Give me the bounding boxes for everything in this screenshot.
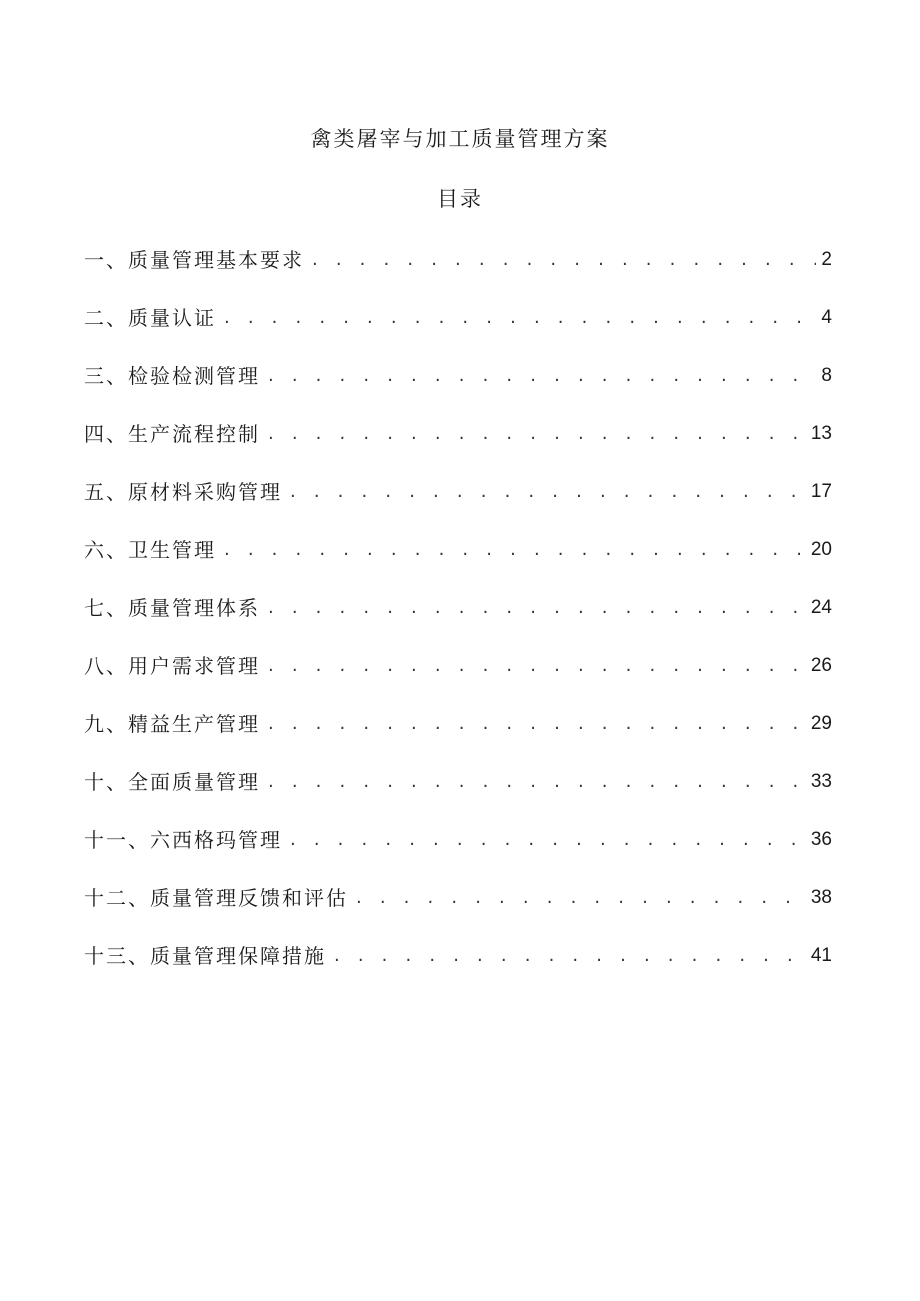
toc-page-number: 4 <box>821 307 832 328</box>
toc-page-number: 20 <box>810 539 832 560</box>
toc-page-number: 17 <box>810 481 832 502</box>
toc-entry[interactable] <box>84 565 832 623</box>
toc-leader-dots <box>290 825 807 855</box>
toc-entry-label: 十二、质量管理反馈和评估 <box>84 886 348 910</box>
toc-entry-label: 七、质量管理体系 <box>84 596 260 620</box>
toc-entry-label: 十一、六西格玛管理 <box>84 828 282 852</box>
toc-leader-dots <box>268 361 816 391</box>
toc-page-number: 26 <box>810 655 832 676</box>
toc-leader-dots <box>224 303 816 333</box>
toc-entry-label: 三、检验检测管理 <box>84 364 260 388</box>
toc-page-number: 29 <box>810 713 832 734</box>
toc-heading: 目录 <box>437 187 483 211</box>
toc-leader-dots <box>312 245 816 275</box>
toc-entry[interactable] <box>84 507 832 565</box>
document-title: 禽类屠宰与加工质量管理方案 <box>310 127 610 151</box>
toc-page-number: 36 <box>810 829 832 850</box>
toc-entry[interactable] <box>84 245 832 275</box>
toc-entry[interactable] <box>84 797 832 855</box>
toc-leader-dots <box>268 651 807 681</box>
toc-entry[interactable] <box>84 739 832 797</box>
toc-entry[interactable] <box>84 449 832 507</box>
toc-page-number: 13 <box>810 423 832 444</box>
toc-entry-label: 五、原材料采购管理 <box>84 480 282 504</box>
toc-leader-dots <box>290 477 807 507</box>
table-of-contents <box>84 245 832 971</box>
toc-entry-label: 二、质量认证 <box>84 306 216 330</box>
toc-page-number: 38 <box>810 887 832 908</box>
toc-entry-label: 一、质量管理基本要求 <box>84 248 304 272</box>
toc-page-number: 33 <box>810 771 832 792</box>
toc-page-number: 8 <box>821 365 832 386</box>
toc-page-number: 24 <box>810 597 832 618</box>
toc-page-number: 2 <box>821 249 832 270</box>
toc-entry[interactable] <box>84 855 832 913</box>
toc-entry[interactable] <box>84 913 832 971</box>
toc-page-number: 41 <box>810 945 832 966</box>
toc-entry-label: 六、卫生管理 <box>84 538 216 562</box>
toc-entry[interactable] <box>84 681 832 739</box>
toc-leader-dots <box>268 593 807 623</box>
toc-entry[interactable] <box>84 275 832 333</box>
toc-leader-dots <box>224 535 807 565</box>
toc-entry-label: 十三、质量管理保障措施 <box>84 944 326 968</box>
toc-entry[interactable] <box>84 391 832 449</box>
toc-leader-dots <box>268 767 807 797</box>
toc-leader-dots <box>268 709 807 739</box>
toc-entry[interactable] <box>84 333 832 391</box>
toc-entry-label: 九、精益生产管理 <box>84 712 260 736</box>
toc-entry-label: 八、用户需求管理 <box>84 654 260 678</box>
toc-leader-dots <box>356 883 807 913</box>
toc-entry-label: 十、全面质量管理 <box>84 770 260 794</box>
toc-entry[interactable] <box>84 623 832 681</box>
toc-entry-label: 四、生产流程控制 <box>84 422 260 446</box>
toc-leader-dots <box>334 941 807 971</box>
toc-leader-dots <box>268 419 807 449</box>
